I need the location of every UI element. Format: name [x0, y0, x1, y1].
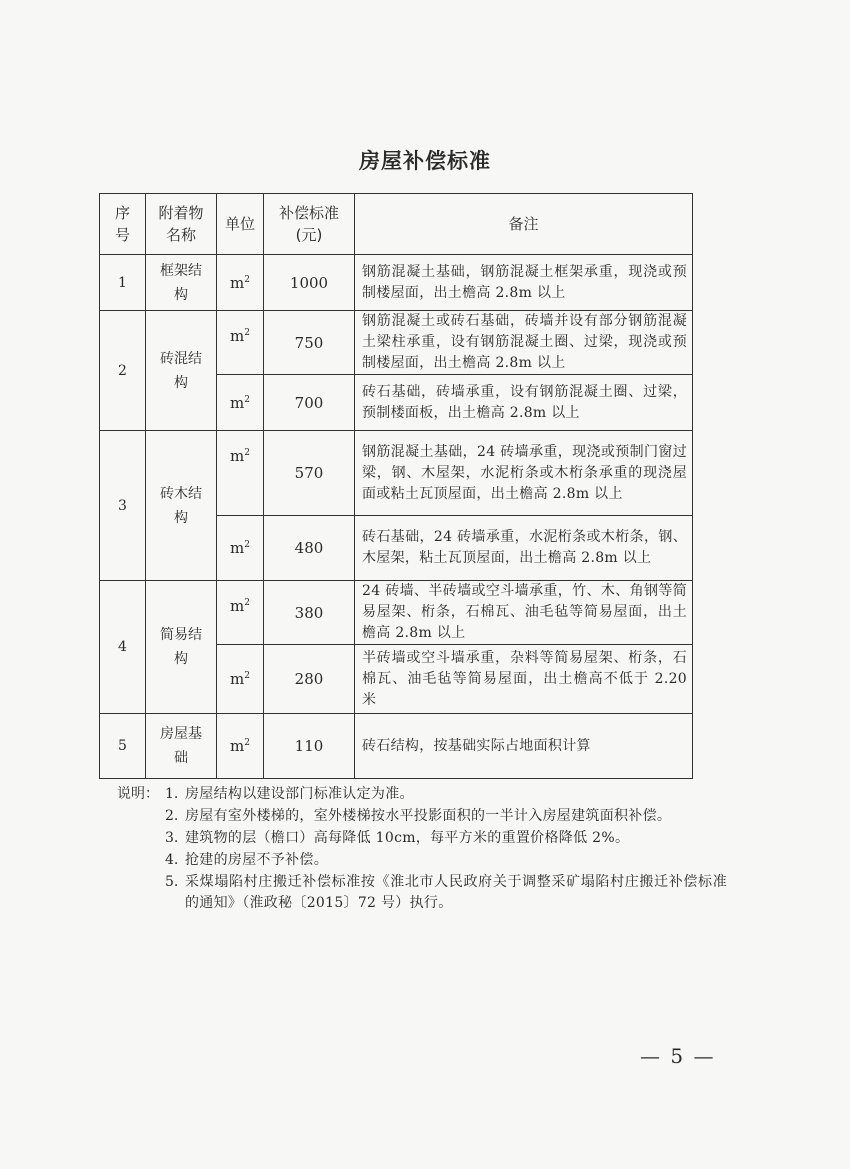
row-unit: $m^2$	[217, 255, 264, 311]
note-text: 房屋有室外楼梯的，室外楼梯按水平投影面积的一半计入房屋建筑面积补偿。	[185, 808, 672, 824]
header-price: 补偿标准 (元)	[264, 194, 355, 255]
row-unit: $m^2$	[217, 431, 264, 516]
row-name: 砖木结 构	[146, 431, 217, 581]
row-name: 简易结 构	[146, 581, 217, 714]
row-seq: 5	[100, 714, 146, 779]
row-seq: 3	[100, 431, 146, 581]
row-unit: $m^2$	[217, 516, 264, 581]
row-note: 砖石基础，砖墙承重，设有钢筋混凝土圈、过梁，预制楼面板，出土檐高 2.8m 以上	[355, 375, 693, 431]
row-price: 750	[264, 311, 355, 375]
row-price: 1000	[264, 255, 355, 311]
row-price: 380	[264, 581, 355, 645]
note-item	[165, 872, 727, 914]
header-seq: 序 号	[100, 194, 146, 255]
row-unit: $m^2$	[217, 714, 264, 779]
row-seq: 4	[100, 581, 146, 714]
row-price: 570	[264, 431, 355, 516]
row-unit: $m^2$	[217, 375, 264, 431]
table-row	[100, 311, 693, 375]
page-title: 房屋补偿标准	[359, 148, 491, 173]
row-note: 24 砖墙、半砖墙或空斗墙承重，竹、木、角钢等简易屋架、桁条，石棉瓦、油毛毡等简易屋面，出土檐高 2.8m 以上	[355, 581, 693, 645]
row-seq: 2	[100, 311, 146, 431]
note-text: 房屋结构以建设部门标准认定为准。	[185, 786, 414, 802]
note-number: 4.	[165, 852, 179, 868]
header-unit: 单位	[217, 194, 264, 255]
table-row	[100, 255, 693, 311]
notes-label: 说明：	[117, 786, 159, 802]
row-price: 480	[264, 516, 355, 581]
row-unit: $m^2$	[217, 645, 264, 714]
table-row	[100, 431, 693, 516]
note-number: 3.	[165, 830, 179, 846]
note-number: 5.	[165, 874, 179, 890]
note-number: 1.	[165, 786, 179, 802]
note-item	[165, 806, 727, 827]
row-name: 框架结 构	[146, 255, 217, 311]
row-note: 半砖墙或空斗墙承重，杂料等简易屋架、桁条，石棉瓦、油毛毡等简易屋面，出土檐高不低于 2.20 米	[355, 645, 693, 714]
table-row	[100, 714, 693, 779]
note-text: 建筑物的层（檐口）高每降低 10cm，每平方米的重置价格降低 2%。	[185, 830, 630, 846]
notes-section	[117, 784, 727, 915]
note-item	[117, 784, 727, 805]
note-text: 采煤塌陷村庄搬迁补偿标准按《淮北市人民政府关于调整采矿塌陷村庄搬迁补偿标准的通知》（淮政秘〔2015〕72 号）执行。	[185, 874, 727, 911]
row-price: 110	[264, 714, 355, 779]
table-header-row	[100, 194, 693, 255]
row-unit: $m^2$	[217, 581, 264, 645]
row-price: 280	[264, 645, 355, 714]
compensation-table	[99, 193, 693, 779]
page-number: — 5 —	[640, 1044, 716, 1068]
row-name: 砖混结 构	[146, 311, 217, 431]
row-name: 房屋基 础	[146, 714, 217, 779]
row-note: 砖石基础，24 砖墙承重，水泥桁条或木桁条，钢、木屋架，粘土瓦顶屋面，出土檐高 2.8m 以上	[355, 516, 693, 581]
header-name: 附着物 名称	[146, 194, 217, 255]
table-row	[100, 581, 693, 645]
row-price: 700	[264, 375, 355, 431]
row-note: 钢筋混凝土或砖石基础，砖墙并设有部分钢筋混凝土梁柱承重，设有钢筋混凝土圈、过梁，现浇或预制楼屋面，出土檐高 2.8m 以上	[355, 311, 693, 375]
row-note: 钢筋混凝土基础，24 砖墙承重，现浇或预制门窗过梁，钢、木屋架，水泥桁条或木桁条承重的现浇屋面或粘土瓦顶屋面，出土檐高 2.8m 以上	[355, 431, 693, 516]
note-item	[165, 850, 727, 871]
header-note: 备注	[355, 194, 693, 255]
note-text: 抢建的房屋不予补偿。	[185, 852, 328, 868]
note-number: 2.	[165, 808, 179, 824]
row-unit: $m^2$	[217, 311, 264, 375]
note-item	[165, 828, 727, 849]
row-seq: 1	[100, 255, 146, 311]
row-note: 钢筋混凝土基础，钢筋混凝土框架承重，现浇或预制楼屋面，出土檐高 2.8m 以上	[355, 255, 693, 311]
row-note: 砖石结构，按基础实际占地面积计算	[355, 714, 693, 779]
